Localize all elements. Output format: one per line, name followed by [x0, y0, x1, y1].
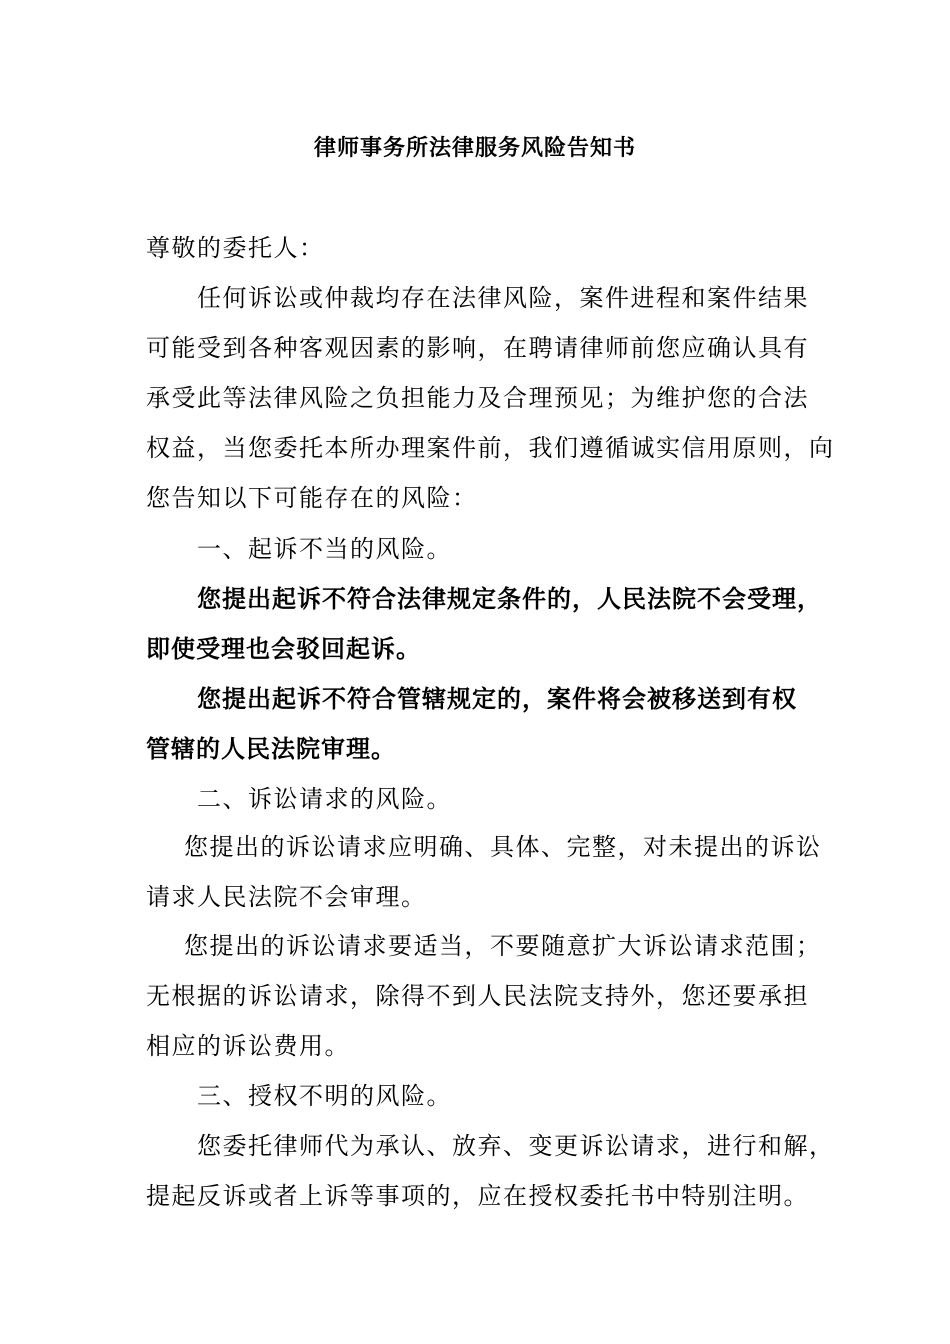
salutation: 尊敬的委托人：: [146, 234, 325, 262]
section-2-p2-line-1: 您提出的诉讼请求要适当，不要随意扩大诉讼请求范围；: [184, 932, 822, 960]
section-3-p1-line-2: 提起反诉或者上诉等事项的，应在授权委托书中特别注明。: [146, 1182, 809, 1210]
section-3-p1-line-1: 您委托律师代为承认、放弃、变更诉讼请求，进行和解，: [197, 1132, 835, 1160]
intro-line-5: 您告知以下可能存在的风险：: [146, 484, 478, 512]
section-2-p1-line-2: 请求人民法院不会审理。: [146, 883, 427, 911]
section-2-p2-line-3: 相应的诉讼费用。: [146, 1032, 350, 1060]
intro-line-2: 可能受到各种客观因素的影响，在聘请律师前您应确认具有: [146, 334, 809, 362]
section-2-p2-line-2: 无根据的诉讼请求，除得不到人民法院支持外，您还要承担: [146, 982, 809, 1010]
intro-line-3: 承受此等法律风险之负担能力及合理预见；为维护您的合法: [146, 384, 809, 412]
section-1-p1-line-2: 即使受理也会驳回起诉。: [146, 634, 421, 663]
section-1-p2-line-1: 您提出起诉不符合管辖规定的，案件将会被移送到有权: [197, 684, 797, 713]
section-1-p2-line-2: 管辖的人民法院审理。: [146, 734, 396, 763]
section-3-heading: 三、授权不明的风险。: [197, 1082, 452, 1110]
section-1-heading: 一、起诉不当的风险。: [197, 535, 452, 563]
section-2-heading: 二、诉讼请求的风险。: [197, 785, 452, 813]
intro-line-1: 任何诉讼或仲裁均存在法律风险，案件进程和案件结果: [197, 284, 809, 312]
section-2-p1-line-1: 您提出的诉讼请求应明确、具体、完整，对未提出的诉讼: [184, 833, 822, 861]
intro-line-4: 权益，当您委托本所办理案件前，我们遵循诚实信用原则，向: [146, 434, 835, 462]
section-1-p1-line-1: 您提出起诉不符合法律规定条件的，人民法院不会受理，: [197, 584, 822, 613]
document-title: 律师事务所法律服务风险告知书: [313, 135, 636, 161]
